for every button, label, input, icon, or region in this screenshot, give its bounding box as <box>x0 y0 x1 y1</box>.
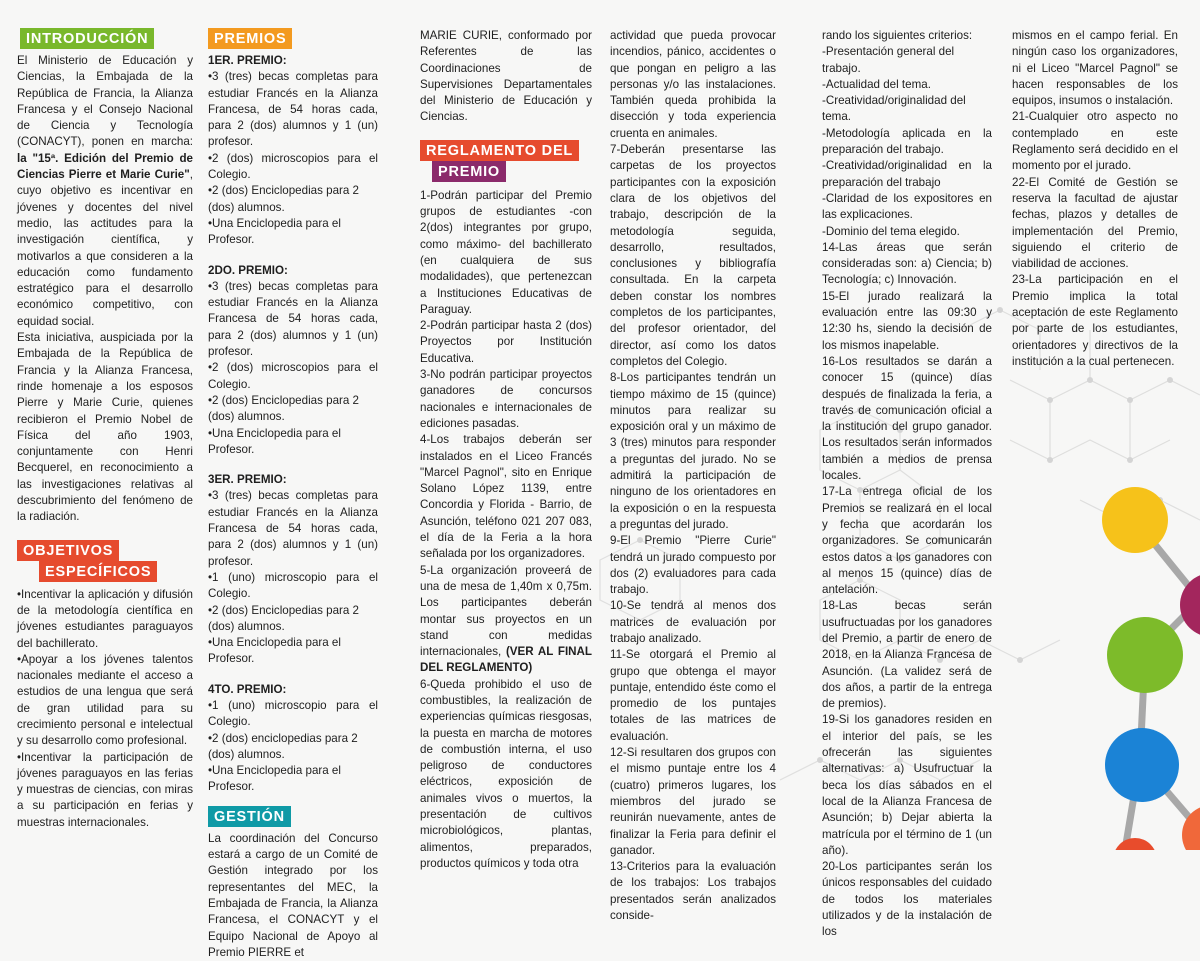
rule-item: 23-La participación en el Premio implica la total aceptación de este Reglamento por parte de los estudiantes, orientadores y directivos de la institución a la cual pertenecen. <box>1012 273 1178 368</box>
prize-line: •2 (dos) Enciclopedias para 2 (dos) alumnos. <box>208 184 359 214</box>
rule-item: 19-Si los ganadores residen en el interior del país, se les ofrecerán las siguientes alternativas: a) Usufructuar la beca los días sábados en el local de la Alianza Francesa de Asunción; b) Dejar abierta la matrícula por el término de 1 (un año). <box>822 713 992 857</box>
rule-item: 4-Los trabajos deberán ser instalados en el Liceo Francés "Marcel Pagnol", sito en Enrique Solano López 1139, entre Concordia y Florida - Barrio, de Asunción, teléfono 021 207 083, el día de la Feria a la hora señalada por los organizadores. <box>420 433 592 561</box>
rule-item: 12-Si resultaren dos grupos con el mismo puntaje entre los 4 (cuatro) primeros lugares, los miembros del jurado se reunirán nuevamente, antes de finalizar la Feria para definir el ganador. <box>610 746 776 857</box>
column-regulation-start <box>420 0 592 872</box>
rule-item: 8-Los participantes tendrán un tiempo máximo de 15 (quince) minutos para realizar su exposición oral y un máximo de 3 (tres) minutos para responder a preguntas del jurado. No se admitirá la participación de ninguno de los orientadores en la exposición o en la respuesta a preguntas del jurado. <box>610 371 776 531</box>
prize-line: •Una Enciclopedia para el Profesor. <box>208 216 341 247</box>
rule-item: 20-Los participantes serán los únicos responsables del cuidado de todos los materiales utilizados y de la instalación de los <box>822 860 992 939</box>
rule-item: mismos en el campo ferial. En ningún caso los organizadores, ni el Liceo "Marcel Pagnol" se hacen responsables de los equipos, insumos o instalación. <box>1012 29 1178 108</box>
colored-molecule-icon <box>1102 487 1200 850</box>
regulation-heading-line2: PREMIO <box>432 161 506 182</box>
rule-item: 16-Los resultados se darán a conocer 15 (quince) días después de finalizada la feria, a través de comunicación oficial a la institución del grupo ganador. Los resultados serán informados también a medios de prensa locales. <box>822 354 992 483</box>
criterion-item: -Creatividad/originalidad en la preparación del trabajo <box>822 159 992 189</box>
objective-item: •Incentivar la aplicación y difusión de la metodología científica en jóvenes estudiantes paraguayos del bachillerato. <box>17 587 193 650</box>
rule-item: 6-Queda prohibido el uso de combustibles, la realización de experiencias químicas riesgosas, la puesta en marcha de motores de combustión interna, el uso peligroso de conductores eléctricos, exposición de animales vivos o muertos, la presentación de cultivos microbiológicos, plantas, alimentos, preparados, productos químicos y toda otra <box>420 677 592 870</box>
first-prize-block <box>208 53 378 249</box>
column-regulation-3 <box>822 0 992 941</box>
prize-line: •1 (uno) microscopio para el Colegio. <box>208 570 378 601</box>
criterion-item: -Claridad de los expositores en las explicaciones. <box>822 191 992 222</box>
prize-line: •Una Enciclopedia para el Profesor. <box>208 636 341 666</box>
rule-item <box>420 563 592 677</box>
introduction-heading: INTRODUCCIÓN <box>20 28 154 49</box>
rule-item: 7-Deberán presentarse las carpetas de los proyectos participantes con la exposición clara de los objetivos del trabajo, descripción de la metodología seguida, desarrollo, resultados, conclusiones y bibliografía consultada. En la carpeta deben constar los nombres completos de los participantes, del profesor orientador, del director, así como los datos completos del Colegio. <box>610 143 776 368</box>
prize-line: •2 (dos) Enciclopedias para 2 (dos) alumnos. <box>208 393 359 424</box>
third-prize-block <box>208 472 378 668</box>
rule-item: 2-Podrán participar hasta 2 (dos) Proyectos por Institución Educativa. <box>420 319 592 365</box>
second-prize-title: 2DO. PREMIO: <box>208 263 288 277</box>
objective-item: •Apoyar a los jóvenes talentos nacionales mediante el acceso a estudios de una lengua que será de gran utilidad para su crecimiento personal e intelectual y su desarrollo como profesional. <box>17 652 193 748</box>
fourth-prize-title: 4TO. PREMIO: <box>208 682 287 696</box>
third-prize-title: 3ER. PREMIO: <box>208 473 287 487</box>
rule-item: 21-Cualquier otro aspecto no contemplado en este Reglamento será decidido en el momento por el jurado. <box>1012 110 1178 173</box>
prize-line: •3 (tres) becas completas para estudiar Francés en la Alianza Francesa de 54 horas cada, para 2 (dos) alumnos y 1 (un) profesor. <box>208 489 378 568</box>
column-regulation-4 <box>1012 0 1178 370</box>
prizes-heading: PREMIOS <box>208 28 292 49</box>
rule-5-bold: (VER AL FINAL DEL REGLAMENTO) <box>420 645 592 675</box>
rule-item: 18-Las becas serán usufructuadas por los ganadores del Premio, a partir de enero de 2018, en la Alianza Francesa de Asunción. (La validez será de dos años, a partir de la entrega de premios). <box>822 599 992 711</box>
second-prize-block <box>208 263 378 459</box>
introduction-paragraph-2: Esta iniciativa, auspiciada por la Embajada de la República de Francia y la Alianza Francesa, rinde homenaje a los esposos Pierre y Marie Curie, quienes recibieron el Premio Nobel de Física del año 1903, conjuntamente con Henri Becquerel, en reconocimiento a las investigaciones relativas al descubrimiento del fenómeno de la radiación. <box>17 331 193 524</box>
criterion-item: -Presentación general del trabajo. <box>822 45 955 75</box>
column-introduction <box>17 0 193 831</box>
rule-item: 13-Criterios para la evaluación de los trabajos: Los trabajos presentados serán analizados conside- <box>610 860 776 923</box>
objective-item: •Incentivar la participación de jóvenes paraguayos en las ferias y muestras de ciencias, con miras a su participación en ferias y muestras internacionales. <box>17 750 193 829</box>
management-paragraph: La coordinación del Concurso estará a cargo de un Comité de Gestión integrado por los representantes del MEC, la Embajada de Francia, la Alianza Francesa, el CONACYT y el Equipo Nacional de Apoyo al Premio PIERRE et <box>208 831 378 959</box>
rule-item: 9-El Premio "Pierre Curie" tendrá un jurado compuesto por dos (2) evaluadores para cada trabajo. <box>610 534 776 597</box>
rule-item: actividad que pueda provocar incendios, pánico, accidentes o que pongan en peligro a las personas y/o las instalaciones. También queda prohibida la disección y toda experiencia cruenta en animales. <box>610 29 776 140</box>
rule-item: 10-Se tendrá al menos dos matrices de evaluación por trabajo analizado. <box>610 599 776 645</box>
first-prize-title: 1ER. PREMIO: <box>208 54 287 67</box>
prize-line: •2 (dos) Enciclopedias para 2 (dos) alumnos. <box>208 603 359 633</box>
rule-item: 11-Se otorgará el Premio al grupo que obtenga el mayor puntaje, entendido éste como el promedio de los puntajes totales de las matrices de evaluación. <box>610 648 776 743</box>
prize-line: •3 (tres) becas completas para estudiar Francés en la Alianza Francesa de 54 horas cada, para 2 (dos) alumnos y 1 (un) profesor. <box>208 279 378 359</box>
fourth-prize-block <box>208 682 378 796</box>
rule-item: 14-Las áreas que serán consideradas son: a) Ciencia; b) Tecnología; c) Innovación. <box>822 240 992 287</box>
prize-line: •Una Enciclopedia para el Profesor. <box>208 426 341 456</box>
prize-line: •2 (dos) microscopios para el Colegio. <box>208 151 378 182</box>
intro-text-b: , cuyo objetivo es incentivar en jóvenes y docentes del nivel medio, las actitudes para la investigación científica, y motivarlos a que consideren a la educación como fundamento estratégico para el desarrollo económico competitivo, con equidad social. <box>17 168 193 328</box>
criterion-item: -Metodología aplicada en la preparación del trabajo. <box>822 126 992 157</box>
prize-line: •1 (uno) microscopio para el Colegio. <box>208 698 378 729</box>
rule-item: 3-No podrán participar proyectos ganadores de concursos nacionales e internacionales de ediciones pasadas. <box>420 368 592 430</box>
column-regulation-2 <box>610 0 776 924</box>
prize-line: •3 (tres) becas completas para estudiar Francés en la Alianza Francesa, de 54 horas cada, para 2 (dos) alumnos y 1 (un) profesor. <box>208 70 378 149</box>
intro-bold-title: la "15ª. Edición del Premio de Ciencias Pierre et Marie Curie" <box>17 151 193 182</box>
criterion-item: -Dominio del tema elegido. <box>822 224 960 238</box>
rule-item: rando los siguientes criterios: <box>822 29 973 42</box>
rule-5-text: 5-La organización proveerá de una de mesa de 1,40m x 0,75m. Los participantes deberán montar sus proyectos en un stand con medidas internacionales, <box>420 563 592 659</box>
objectives-heading-line2: ESPECÍFICOS <box>39 561 157 582</box>
rule-item: 22-El Comité de Gestión se reserva la facultad de ajustar fechas, plazos y detalles de implementación del Premio, siguiendo el criterio de viabilidad de acciones. <box>1012 175 1178 271</box>
objectives-heading-line1: OBJETIVOS <box>17 540 119 561</box>
criterion-item: -Creatividad/originalidad del tema. <box>822 94 966 124</box>
rule-item: 15-El jurado realizará la evaluación entre las 09:30 y 12:30 hs, siendo la decisión de los mismos inapelable. <box>822 289 992 352</box>
rule-item: 1-Podrán participar del Premio grupos de estudiantes -con 2(dos) integrantes por grupo, como máximo- del bachillerato (en cualquiera de sus modalidades), que pertenezcan a Instituciones Educativas de Paraguay. <box>420 188 592 316</box>
criterion-item: -Actualidad del tema. <box>822 77 931 91</box>
prize-line: •Una Enciclopedia para el Profesor. <box>208 764 341 794</box>
prize-line: •2 (dos) microscopios para el Colegio. <box>208 361 378 391</box>
rule-item: 17-La entrega oficial de los Premios se realizará en el local y fecha que acordarán los organizadores. Se comunicarán estos datos a los ganadores con al menos 15 (quince) días de antelación. <box>822 485 992 597</box>
prize-line: •2 (dos) enciclopedias para 2 (dos) alumnos. <box>208 731 358 761</box>
column-prizes <box>208 0 378 961</box>
introduction-paragraph <box>17 53 193 330</box>
management-heading: GESTIÓN <box>208 806 291 827</box>
regulation-heading-line1: REGLAMENTO DEL <box>420 140 579 161</box>
management-continued: MARIE CURIE, conformado por Referentes de las Coordinaciones de Supervisiones Departamentales del Ministerio de Educación y Ciencias. <box>420 29 592 124</box>
intro-text-a: El Ministerio de Educación y Ciencias, la Embajada de la República de Francia, la Alianza Francesa y el Consejo Nacional de Ciencia y Tecnología (CONACYT), ponen en marcha: <box>17 54 193 149</box>
